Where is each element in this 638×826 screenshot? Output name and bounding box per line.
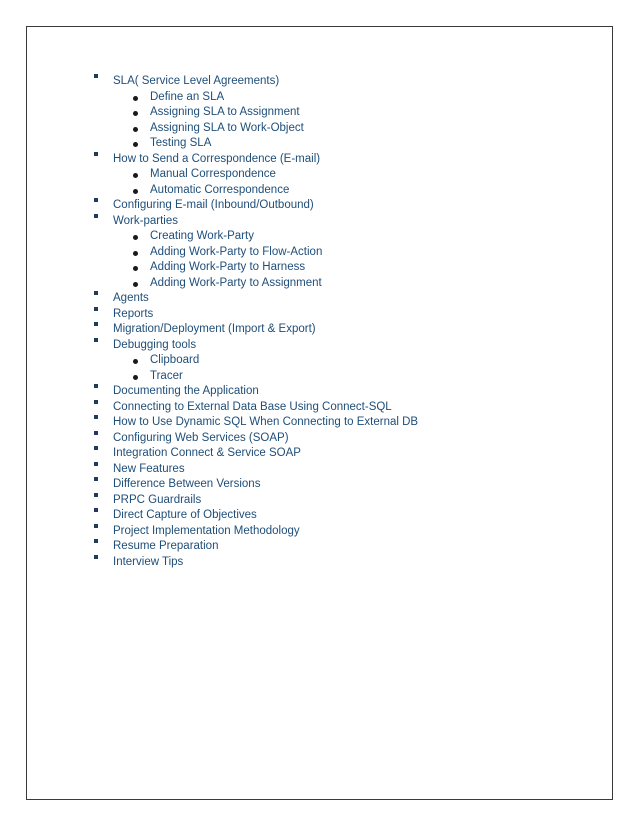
list-item: [0, 214, 638, 230]
square-bullet-icon: [94, 338, 98, 342]
list-item: [0, 415, 638, 431]
topic-outline: [0, 74, 638, 570]
list-item-text: Project Implementation Methodology: [113, 524, 300, 537]
square-bullet-icon: [94, 307, 98, 311]
list-item-text: Configuring Web Services (SOAP): [113, 431, 289, 444]
sub-list-item: [0, 105, 638, 121]
list-item: [0, 307, 638, 323]
sub-list-item: [0, 183, 638, 199]
square-bullet-icon: [94, 555, 98, 559]
list-item-text: PRPC Guardrails: [113, 493, 202, 506]
list-item-text: Automatic Correspondence: [150, 183, 290, 196]
list-item: [0, 555, 638, 571]
list-item: [0, 477, 638, 493]
round-bullet-icon: [133, 127, 138, 132]
list-item-text: Manual Correspondence: [150, 168, 276, 180]
sub-list-item: [0, 229, 638, 245]
square-bullet-icon: [94, 446, 98, 450]
square-bullet-icon: [94, 462, 98, 466]
round-bullet-icon: [133, 375, 138, 380]
round-bullet-icon: [133, 251, 138, 256]
sub-list-item: [0, 121, 638, 137]
round-bullet-icon: [133, 266, 138, 271]
sub-list-item: [0, 245, 638, 261]
list-item: [0, 431, 638, 447]
round-bullet-icon: [133, 173, 138, 178]
list-item: [0, 74, 638, 90]
list-item-text: Agents: [113, 292, 149, 304]
round-bullet-icon: [133, 142, 138, 147]
list-item-text: Tracer: [150, 369, 183, 382]
list-item-text: SLA( Service Level Agreements): [113, 75, 280, 87]
square-bullet-icon: [94, 431, 98, 435]
list-item-text: Connecting to External Data Base Using Connect-SQL: [113, 400, 392, 413]
list-item: [0, 524, 638, 540]
list-item: [0, 539, 638, 555]
square-bullet-icon: [94, 214, 98, 218]
list-item: [0, 493, 638, 509]
list-item: [0, 462, 638, 478]
list-item-text: Resume Preparation: [113, 540, 219, 552]
sub-list-item: [0, 90, 638, 106]
square-bullet-icon: [94, 400, 98, 404]
square-bullet-icon: [94, 152, 98, 156]
list-item-text: Define an SLA: [150, 90, 225, 103]
sub-list-item: [0, 167, 638, 183]
square-bullet-icon: [94, 524, 98, 528]
list-item-text: Reports: [113, 307, 154, 320]
list-item-text: Migration/Deployment (Import & Export): [113, 323, 316, 335]
square-bullet-icon: [94, 493, 98, 497]
sub-list-item: [0, 369, 638, 385]
square-bullet-icon: [94, 198, 98, 202]
list-item-text: Integration Connect & Service SOAP: [113, 447, 301, 459]
list-item-text: Documenting the Application: [113, 385, 259, 397]
list-item-text: How to Send a Correspondence (E-mail): [113, 152, 321, 165]
list-item-text: Creating Work-Party: [150, 230, 254, 242]
list-item-text: New Features: [113, 462, 185, 475]
list-item: [0, 338, 638, 354]
list-item: [0, 322, 638, 338]
square-bullet-icon: [94, 477, 98, 481]
list-item-text: Debugging tools: [113, 338, 197, 351]
round-bullet-icon: [133, 189, 138, 194]
round-bullet-icon: [133, 235, 138, 240]
square-bullet-icon: [94, 74, 98, 78]
list-item: [0, 291, 638, 307]
list-item-text: Direct Capture of Objectives: [113, 509, 257, 521]
list-item: [0, 446, 638, 462]
list-item-text: Adding Work-Party to Harness: [150, 261, 306, 273]
round-bullet-icon: [133, 96, 138, 101]
square-bullet-icon: [94, 291, 98, 295]
list-item: [0, 400, 638, 416]
list-item-text: Adding Work-Party to Flow-Action: [150, 245, 323, 258]
list-item-text: Difference Between Versions: [113, 478, 261, 490]
sub-list-item: [0, 136, 638, 152]
list-item: [0, 198, 638, 214]
list-item: [0, 508, 638, 524]
square-bullet-icon: [94, 508, 98, 512]
square-bullet-icon: [94, 539, 98, 543]
round-bullet-icon: [133, 111, 138, 116]
square-bullet-icon: [94, 322, 98, 326]
list-item-text: Assigning SLA to Assignment: [150, 106, 300, 118]
list-item: [0, 384, 638, 400]
list-item-text: Adding Work-Party to Assignment: [150, 276, 322, 289]
round-bullet-icon: [133, 359, 138, 364]
list-item: [0, 152, 638, 168]
list-item-text: Assigning SLA to Work-Object: [150, 121, 304, 134]
square-bullet-icon: [94, 384, 98, 388]
round-bullet-icon: [133, 282, 138, 287]
list-item-text: Work-parties: [113, 214, 178, 227]
list-item-text: Configuring E-mail (Inbound/Outbound): [113, 199, 314, 211]
list-item-text: Testing SLA: [150, 137, 212, 149]
sub-list-item: [0, 276, 638, 292]
sub-list-item: [0, 353, 638, 369]
square-bullet-icon: [94, 415, 98, 419]
sub-list-item: [0, 260, 638, 276]
list-item-text: Clipboard: [150, 354, 200, 366]
list-item-text: Interview Tips: [113, 555, 184, 568]
list-item-text: How to Use Dynamic SQL When Connecting to External DB: [113, 416, 419, 428]
